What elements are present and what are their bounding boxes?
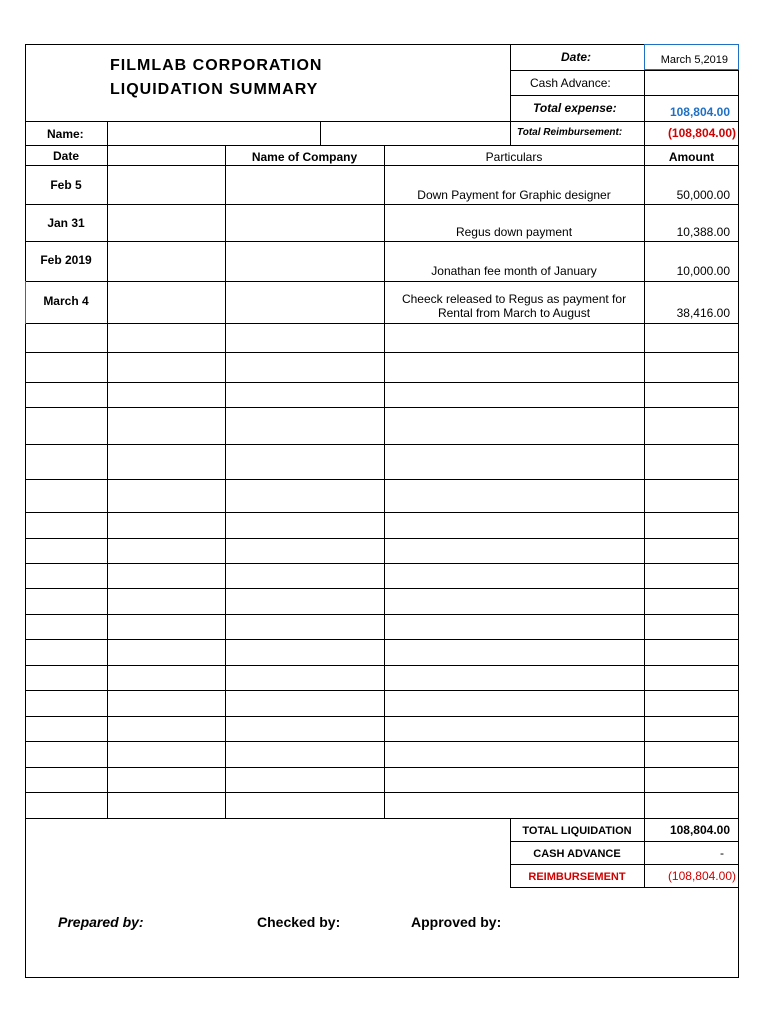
cash-advance-summary-value: - [720, 846, 724, 860]
grid-col-line [107, 145, 108, 819]
cash-advance-label: Cash Advance: [530, 76, 611, 90]
grid-row-line [25, 690, 739, 691]
header-line [510, 70, 739, 71]
grid-col-line [225, 145, 226, 819]
total-expense-value: 108,804.00 [669, 105, 730, 119]
total-reimbursement-value: (108,804.00) [667, 126, 736, 140]
row-amount: 10,388.00 [676, 225, 730, 239]
reimbursement-value: (108,804.00) [667, 869, 736, 883]
grid-row-line [25, 512, 739, 513]
header-line [510, 95, 739, 96]
row-date: March 4 [43, 294, 89, 308]
summary-line [510, 864, 739, 865]
grid-row-line [25, 639, 739, 640]
total-reimbursement-label: Total Reimbursement: [517, 127, 623, 138]
prepared-by-label: Prepared by: [58, 914, 144, 930]
row-particulars-line2: Rental from March to August [437, 306, 591, 320]
grid-row-line [25, 407, 739, 408]
document-title: LIQUIDATION SUMMARY [110, 81, 319, 98]
grid-col-line [644, 145, 645, 819]
row-amount: 50,000.00 [676, 188, 730, 202]
date-value[interactable]: March 5,2019 [660, 54, 728, 66]
grid-row-line [25, 479, 739, 480]
approved-by-label: Approved by: [411, 914, 502, 930]
row-date: Feb 2019 [40, 253, 92, 267]
date-label: Date: [561, 50, 592, 64]
grid-row-line [25, 614, 739, 615]
grid-row-line [25, 767, 739, 768]
signature-line[interactable] [600, 977, 739, 978]
grid-row-line [25, 588, 739, 589]
row-date: Feb 5 [50, 178, 82, 192]
checked-by-label: Checked by: [257, 914, 341, 930]
row-particulars: Down Payment for Graphic designer [417, 188, 611, 202]
col-header-amount: Amount [668, 150, 715, 164]
header-line [25, 145, 739, 146]
grid-row-line [25, 165, 739, 166]
name-label: Name: [47, 127, 84, 141]
approved-by-signature-line[interactable] [384, 977, 556, 978]
row-amount: 38,416.00 [676, 306, 730, 320]
name-input[interactable] [108, 122, 319, 144]
grid-row-line [25, 323, 739, 324]
total-liquidation-value: 108,804.00 [669, 823, 730, 837]
grid-row-line [25, 792, 739, 793]
row-particulars: Regus down payment [455, 225, 573, 239]
grid-row-line [25, 281, 739, 282]
grid-row-line [25, 563, 739, 564]
grid-row-line [25, 352, 739, 353]
row-amount: 10,000.00 [676, 264, 730, 278]
summary-divider [644, 818, 645, 888]
checked-by-signature-line[interactable] [225, 977, 352, 978]
total-liquidation-label: TOTAL LIQUIDATION [522, 825, 632, 837]
total-expense-label: Total expense: [533, 101, 617, 115]
grid-row-line [25, 444, 739, 445]
company-name: FILMLAB CORPORATION [110, 57, 323, 74]
grid-col-line [384, 145, 385, 819]
grid-row-line [25, 382, 739, 383]
cash-advance-summary-label: CASH ADVANCE [533, 848, 621, 860]
row-particulars-line1: Cheeck released to Regus as payment for [401, 292, 627, 306]
grid-row-line [25, 741, 739, 742]
col-header-company: Name of Company [251, 150, 358, 164]
grid-row-line [25, 204, 739, 205]
name-divider [320, 121, 321, 145]
grid-row-line [25, 538, 739, 539]
prepared-by-signature-line[interactable] [25, 977, 183, 978]
row-particulars: Jonathan fee month of January [431, 264, 597, 278]
row-date: Jan 31 [47, 216, 85, 230]
grid-row-line [25, 241, 739, 242]
grid-row-line [25, 665, 739, 666]
grid-row-line [25, 716, 739, 717]
reimbursement-label: REIMBURSEMENT [528, 871, 626, 883]
col-header-date: Date [52, 149, 79, 163]
summary-line [510, 841, 739, 842]
col-header-particulars: Particulars [485, 150, 543, 164]
